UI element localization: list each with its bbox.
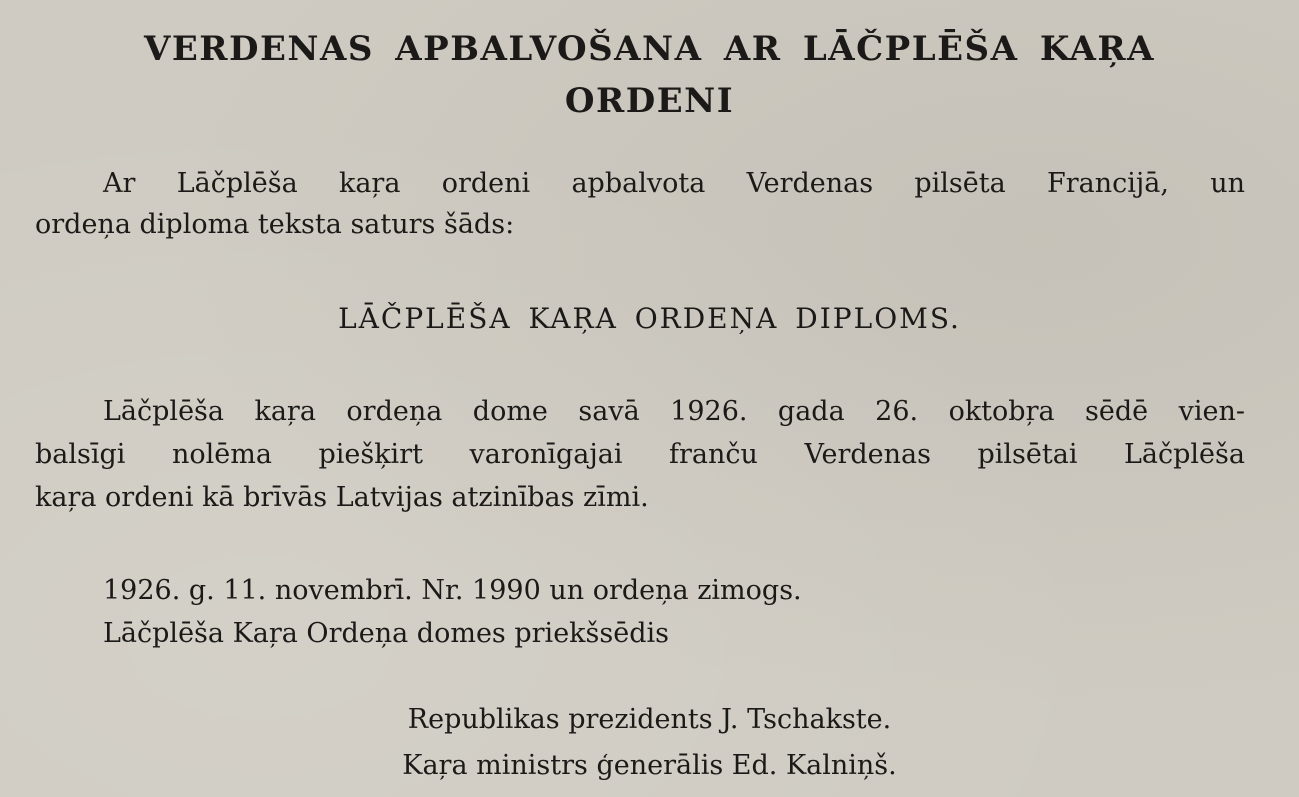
intro-line-2: ordeņa diploma teksta saturs šāds: [35, 209, 515, 240]
intro-line-1: Ar Lāčplēša kaŗa ordeni apbalvota Verdenas pilsēta Francijā, un [103, 168, 1245, 199]
minister-signature-line: Kaŗa ministrs ģenerālis Ed. Kalniņš. [402, 750, 897, 781]
president-signature-line: Republikas prezidents J. Tschakste. [407, 704, 892, 735]
document-title-line-1: VERDENAS APBALVOŠANA AR LĀČPLĒŠA KAŖA [143, 29, 1156, 69]
document-title-line-2: ORDENI [564, 81, 735, 121]
body-line-2: balsīgi nolēma piešķirt varonīgajai franču Verdenas pilsētai Lāčplēša [35, 439, 1245, 470]
date-line: 1926. g. 11. novembrī. Nr. 1990 un ordeņa zimogs. [103, 575, 802, 606]
body-line-1: Lāčplēša kaŗa ordeņa dome savā 1926. gada 26. oktobŗa sēdē vien- [103, 396, 1245, 427]
diploma-heading: LĀČPLĒŠA KAŖA ORDEŅA DIPLOMS. [338, 302, 961, 335]
body-line-3: kaŗa ordeni kā brīvās Latvijas atzinības zīmi. [35, 482, 649, 513]
chair-line: Lāčplēša Kaŗa Ordeņa domes priekšsēdis [103, 618, 669, 649]
